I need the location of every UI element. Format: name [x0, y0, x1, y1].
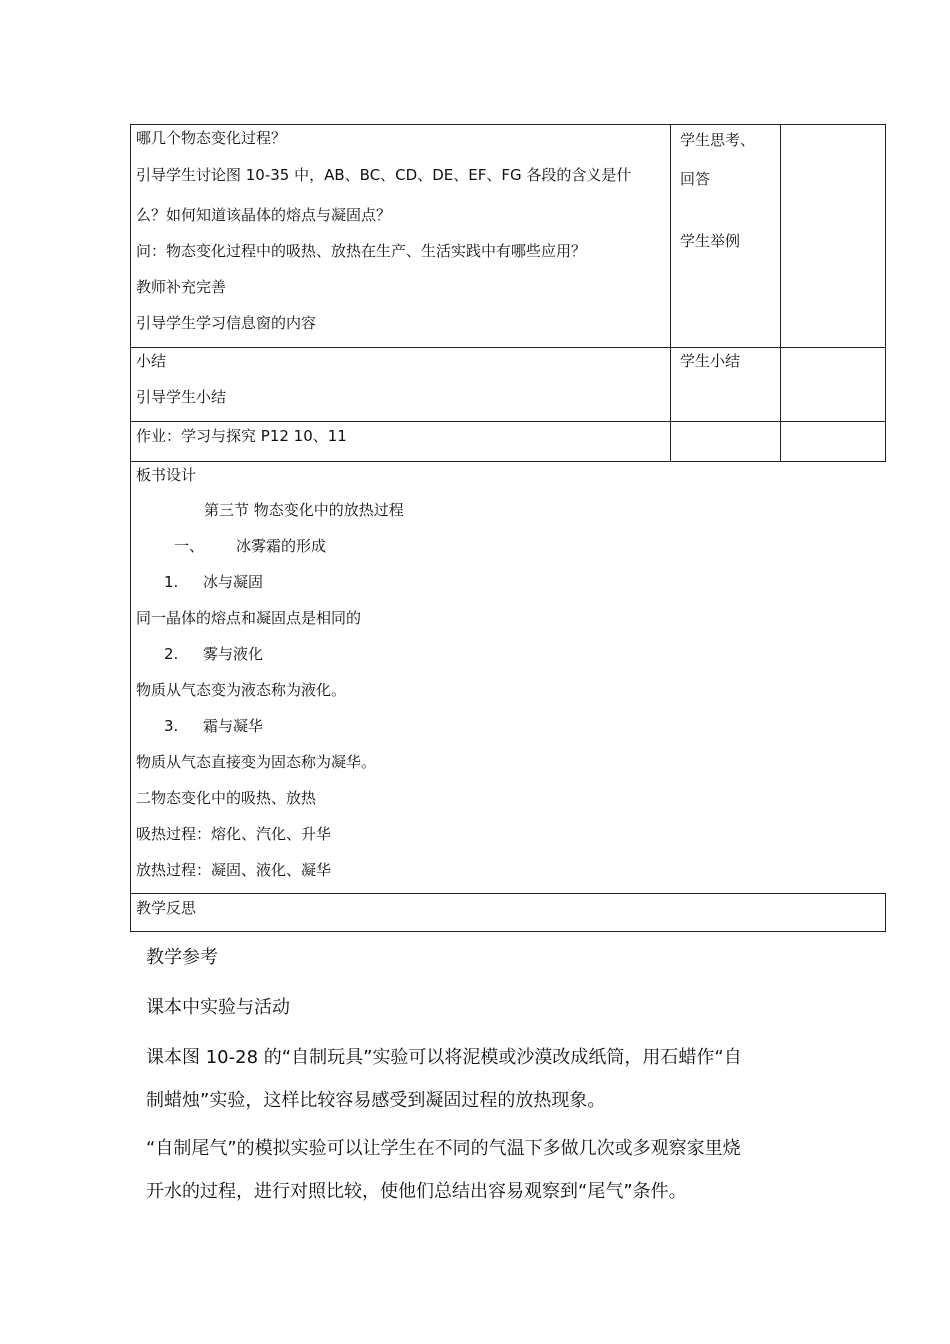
row-divider-2 — [130, 421, 886, 422]
board-section-title: 第三节 物态变化中的放热过程 — [204, 501, 404, 519]
table-bottom-border — [130, 931, 886, 932]
row2-col1-line2: 引导学生小结 — [136, 388, 227, 406]
board-item2-num: 2. — [164, 645, 179, 663]
board-right-border — [885, 893, 886, 932]
board-item1-text: 同一晶体的熔点和凝固点是相同的 — [136, 609, 362, 627]
homework-text: 作业：学习与探究 P12 10、11 — [136, 427, 347, 445]
reference-subheading: 课本中实验与活动 — [146, 997, 290, 1018]
reflection-heading: 教学反思 — [136, 899, 197, 917]
reference-para2-line1: “自制尾气”的模拟实验可以让学生在不同的气温下多做几次或多观察家里烧 — [146, 1138, 741, 1159]
board-bottom-border — [130, 893, 886, 894]
table-right-border — [885, 124, 886, 462]
board-absorb: 吸热过程：熔化、汽化、升华 — [136, 825, 332, 843]
reference-para2-line2: 开水的过程，进行对照比较，使他们总结出容易观察到“尾气”条件。 — [146, 1181, 687, 1202]
board-part1-num: 一、 — [174, 537, 205, 555]
row-divider-1 — [130, 347, 886, 348]
row1-col2-line3: 学生举例 — [680, 232, 741, 250]
board-item1-num: 1. — [164, 573, 179, 591]
row1-col1-line1: 哪几个物态变化过程？ — [136, 129, 287, 147]
column-divider-2 — [780, 124, 781, 462]
row1-col2-line1: 学生思考、 — [680, 131, 756, 149]
row-divider-3 — [130, 461, 886, 462]
board-item2-text: 物质从气态变为液态称为液化。 — [136, 681, 347, 699]
reference-heading: 教学参考 — [146, 947, 218, 968]
board-item3-title: 霜与凝华 — [203, 717, 264, 735]
row1-col1-line3: 么？如何知道该晶体的熔点与凝固点？ — [136, 206, 392, 224]
column-divider-1 — [670, 124, 671, 462]
row2-col1-line1: 小结 — [136, 352, 167, 370]
row1-col1-line4: 问：物态变化过程中的吸热、放热在生产、生活实践中有哪些应用？ — [136, 242, 587, 260]
board-item3-num: 3. — [164, 717, 179, 735]
reference-para1-line2: 制蜡烛”实验，这样比较容易感受到凝固过程的放热现象。 — [146, 1090, 606, 1111]
row1-col1-line5: 教师补充完善 — [136, 278, 227, 296]
board-release: 放热过程：凝固、液化、凝华 — [136, 861, 332, 879]
row1-col1-line6: 引导学生学习信息窗的内容 — [136, 314, 317, 332]
table-left-border — [130, 124, 131, 932]
row2-col2-line1: 学生小结 — [680, 352, 741, 370]
row1-col1-line2: 引导学生讨论图 10-35 中，AB、BC、CD、DE、EF、FG 各段的含义是什 — [136, 166, 632, 184]
row1-col2-line2: 回答 — [680, 170, 711, 188]
board-part2-title: 二物态变化中的吸热、放热 — [136, 789, 317, 807]
board-heading: 板书设计 — [136, 466, 197, 484]
board-item3-text: 物质从气态直接变为固态称为凝华。 — [136, 753, 377, 771]
board-item1-title: 冰与凝固 — [203, 573, 264, 591]
board-item2-title: 雾与液化 — [203, 645, 264, 663]
board-part1-title: 冰雾霜的形成 — [236, 537, 327, 555]
table-top-border — [130, 124, 886, 125]
reference-para1-line1: 课本图 10-28 的“自制玩具”实验可以将泥模或沙漠改成纸筒，用石蜡作“自 — [146, 1047, 742, 1068]
